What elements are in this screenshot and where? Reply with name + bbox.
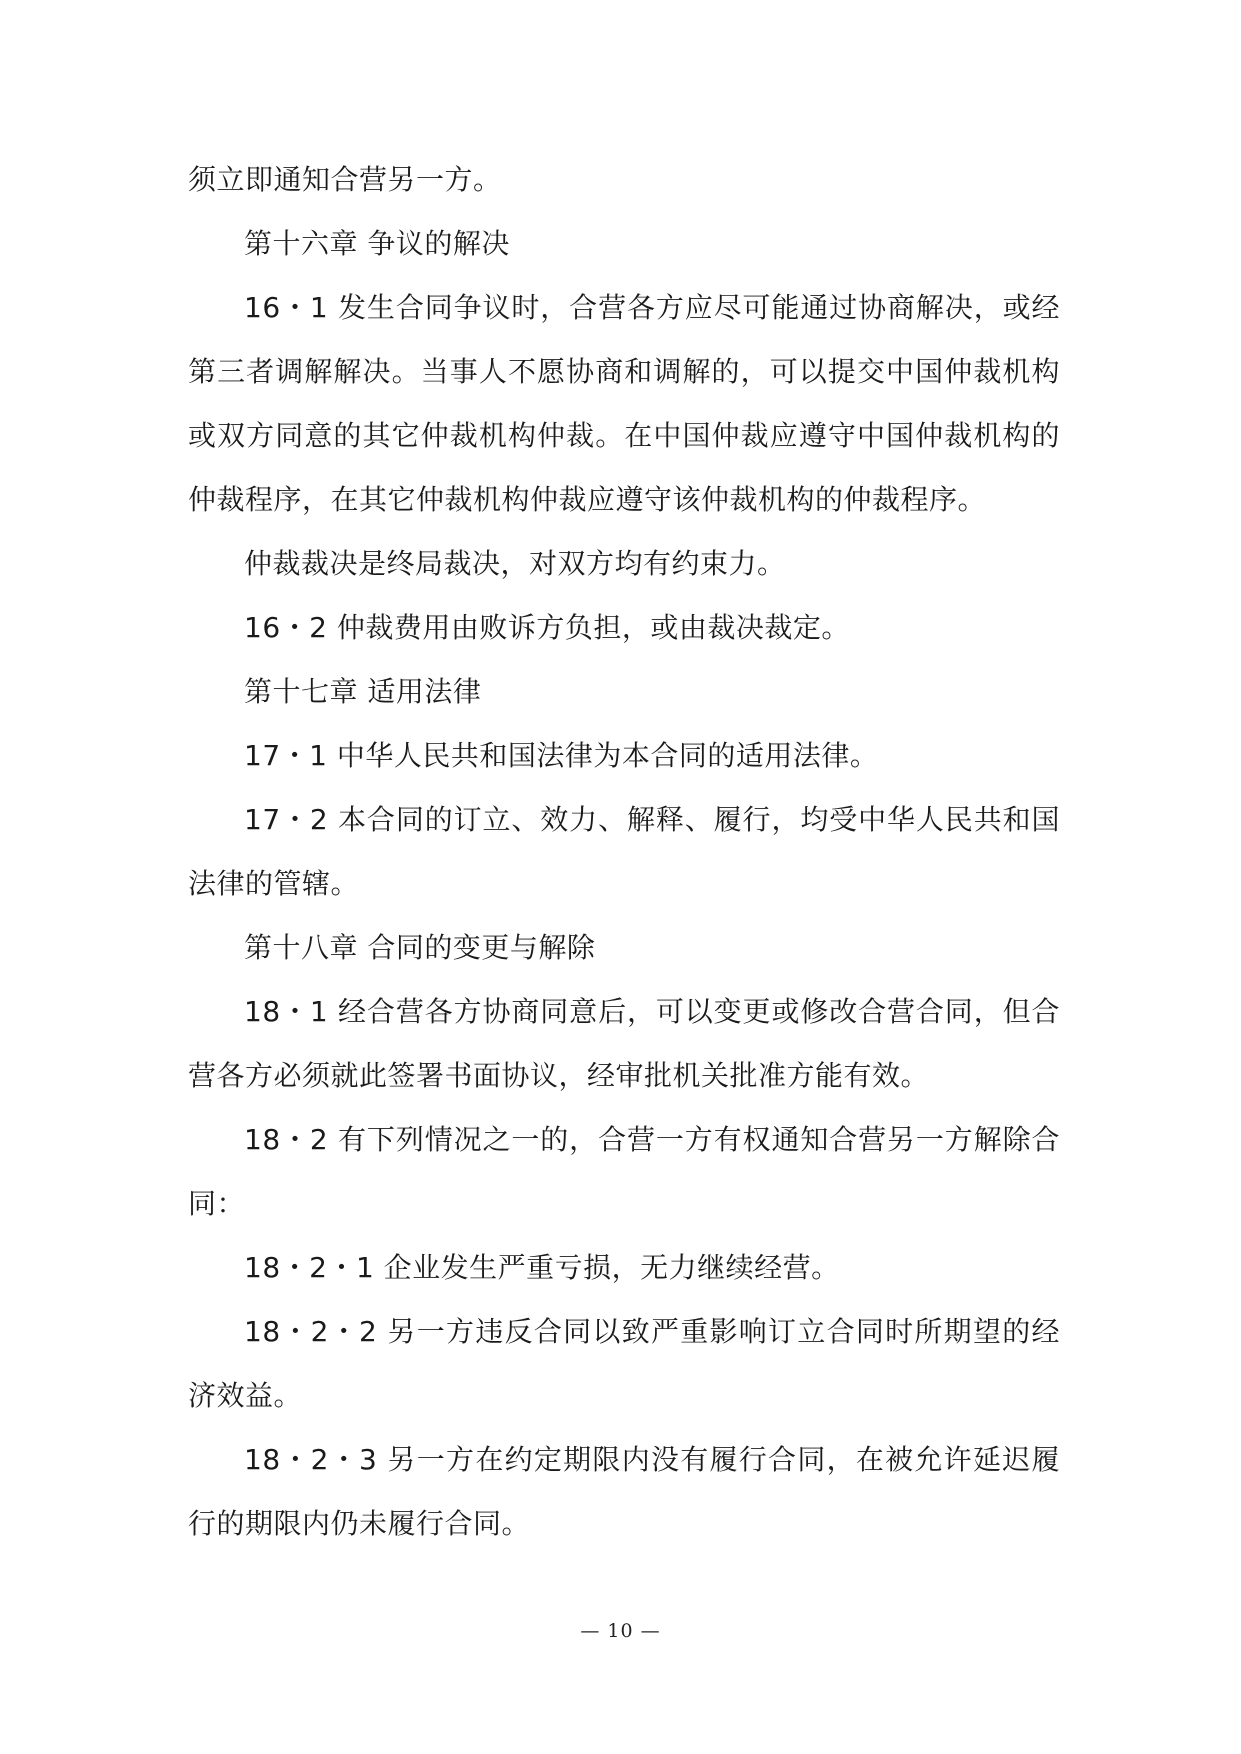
clause-18-2: 18・2 有下列情况之一的，合营一方有权通知合营另一方解除合同： <box>188 1123 1060 1220</box>
page-number: — 10 — <box>580 1620 661 1642</box>
clause-17-2: 17・2 本合同的订立、效力、解释、履行，均受中华人民共和国法律的管辖。 <box>188 803 1060 900</box>
clause-17-1: 17・1 中华人民共和国法律为本合同的适用法律。 <box>244 739 879 772</box>
chapter-heading-16: 第十六章 争议的解决 <box>244 227 510 260</box>
clause-18-2-1: 18・2・1 企业发生严重亏损，无力继续经营。 <box>244 1251 840 1284</box>
clause-18-1: 18・1 经合营各方协商同意后，可以变更或修改合营合同，但合营各方必须就此签署书面协议，经审批机关批准方能有效。 <box>188 995 1060 1092</box>
clause-18-2-3: 18・2・3 另一方在约定期限内没有履行合同，在被允许延迟履行的期限内仍未履行合同。 <box>188 1443 1060 1540</box>
document-body <box>188 148 1060 1556</box>
chapter-heading-18: 第十八章 合同的变更与解除 <box>244 931 596 964</box>
clause-16-2: 16・2 仲裁费用由败诉方负担，或由裁决裁定。 <box>244 611 850 644</box>
clause-16-1: 16・1 发生合同争议时，合营各方应尽可能通过协商解决，或经第三者调解解决。当事人不愿协商和调解的，可以提交中国仲裁机构或双方同意的其它仲裁机构仲裁。在中国仲裁应遵守中国仲裁机构的仲裁程序，在其它仲裁机构仲裁应遵守该仲裁机构的仲裁程序。 <box>188 291 1060 516</box>
chapter-heading-17: 第十七章 适用法律 <box>244 675 482 708</box>
clause-arbitration-final: 仲裁裁决是终局裁决，对双方均有约束力。 <box>244 547 786 580</box>
paragraph-continuation: 须立即通知合营另一方。 <box>188 163 502 196</box>
clause-18-2-2: 18・2・2 另一方违反合同以致严重影响订立合同时所期望的经济效益。 <box>188 1315 1060 1412</box>
